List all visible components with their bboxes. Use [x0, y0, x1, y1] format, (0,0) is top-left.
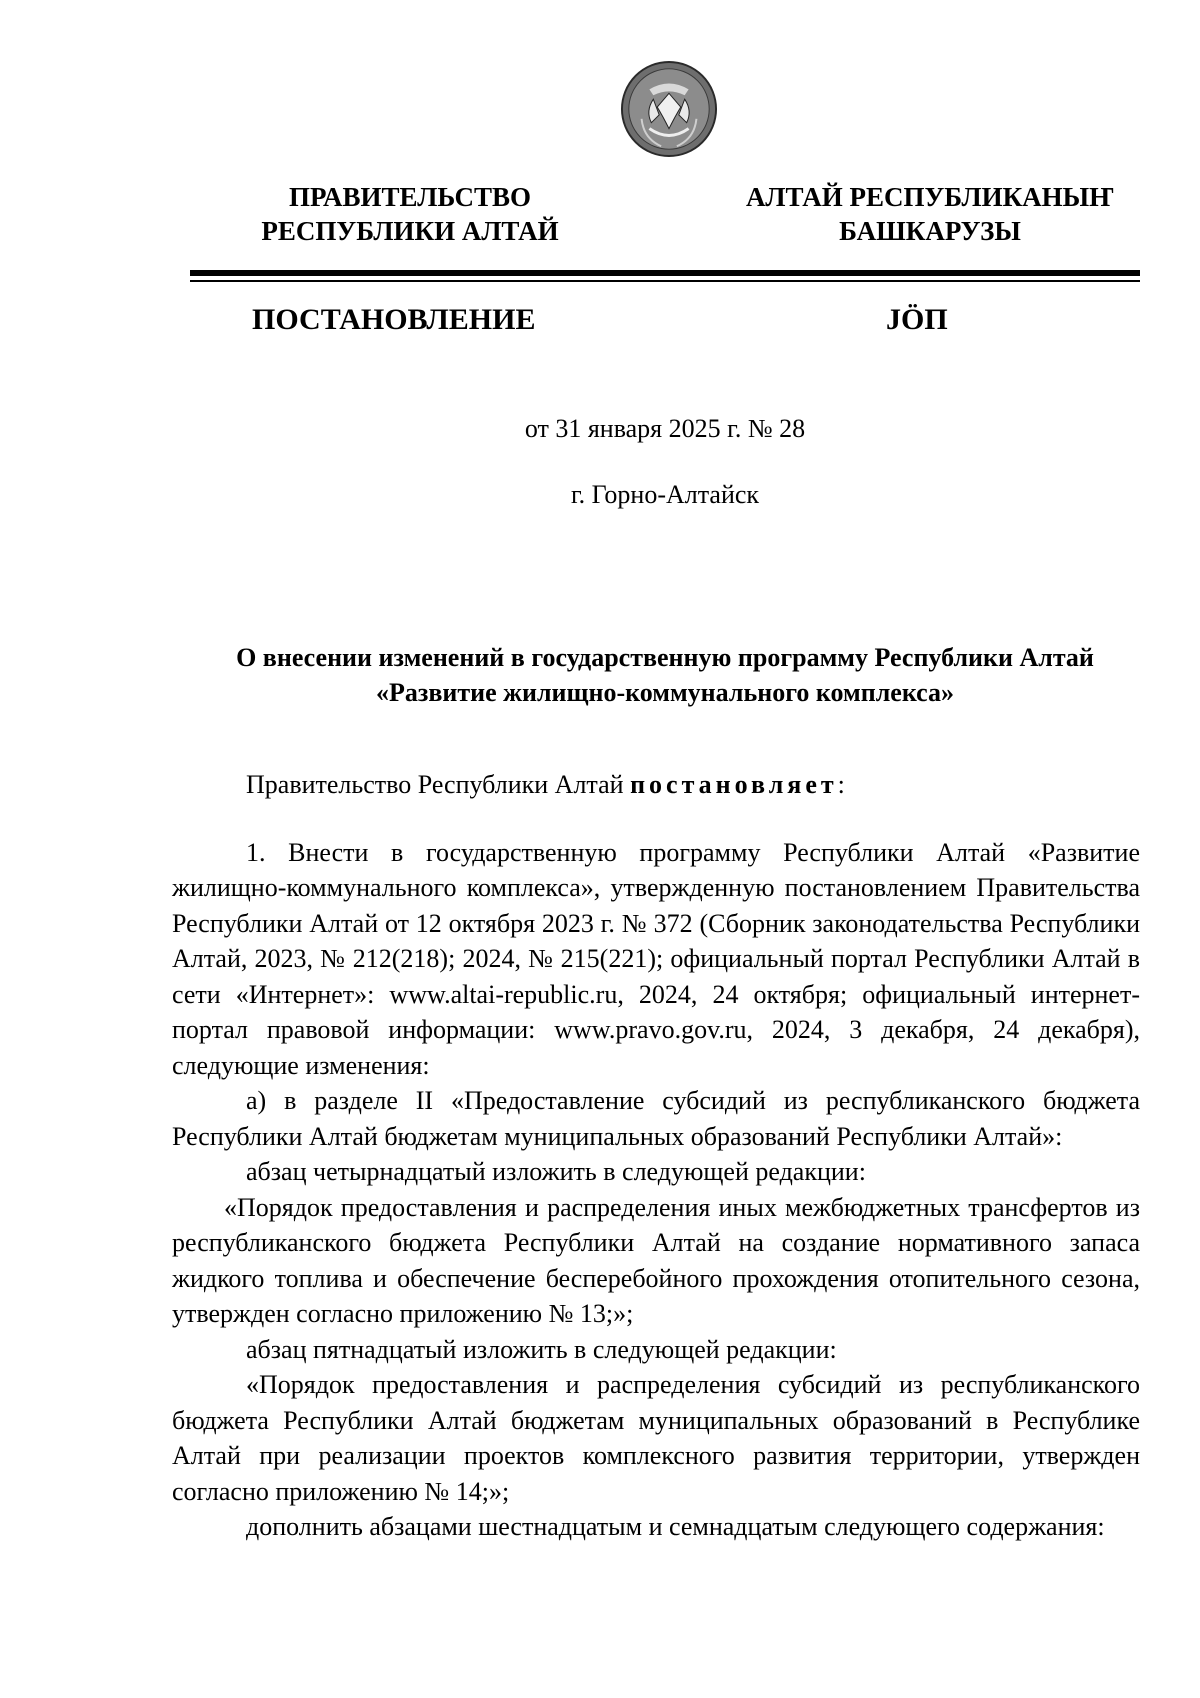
header-right — [720, 180, 1140, 248]
paragraph-1: 1. Внести в государственную программу Республики Алтай «Развитие жилищно-коммунального комплекса», утвержденную постановлением Правительства Республики Алтай от 12 октября 2023 г. № 372 (Сборник законодательства Республики Алтай, 2023, № 212(218); 2024, № 215(221); официальный портал Республики Алтай в сети «Интернет»: www.altai-republic.ru, 2024, 24 октября; официальный интернет-портал правовой информации: www.pravo.gov.ru, 2024, 3 декабря, 24 декабря), следующие изменения: — [172, 837, 1140, 1080]
paragraph-3: абзац четырнадцатый изложить в следующей редакции: — [246, 1157, 866, 1186]
document-body — [172, 767, 1140, 1545]
header-left-line1: ПРАВИТЕЛЬСТВО — [288, 182, 532, 212]
header-divider-thin — [190, 280, 1140, 282]
preamble-paragraph — [172, 767, 1140, 803]
doc-type-left: ПОСТАНОВЛЕНИЕ — [252, 303, 536, 336]
document-date-number: от 31 января 2025 г. № 28 — [524, 414, 806, 443]
document-city: г. Горно-Алтайск — [570, 480, 760, 509]
header-right-line2: БАШКАРУЗЫ — [839, 216, 1021, 246]
preamble-emphasis: постановляет — [630, 770, 838, 799]
paragraph-4: «Порядок предоставления и распределения иных межбюджетных трансфертов из республиканского бюджета Республики Алтай на создание нормативного запаса жидкого топлива и обеспечение бесперебойного прохождения отопительного сезона, утвержден согласно приложению № 13;»; — [172, 1192, 1140, 1328]
paragraph-6: «Порядок предоставления и распределения субсидий из республиканского бюджета Республики Алтай бюджетам муниципальных образований в Республике Алтай при реализации проектов комплексного развития территории, утвержден согласно приложению № 14;»; — [172, 1370, 1140, 1506]
paragraph-5: абзац пятнадцатый изложить в следующей редакции: — [246, 1334, 837, 1364]
document-title — [190, 640, 1140, 710]
header-left-line2: РЕСПУБЛИКИ АЛТАЙ — [261, 216, 559, 246]
paragraph-2: а) в разделе II «Предоставление субсидий из республиканского бюджета Республики Алтай бюджетам муниципальных образований Республики Алтай»: — [172, 1086, 1140, 1151]
coat-of-arms-emblem — [620, 60, 718, 158]
title-line-1: О внесении изменений в государственную программу Республики Алтай — [236, 643, 1094, 672]
paragraph-7: дополнить абзацами шестнадцатым и семнадцатым следующего содержания: — [246, 1512, 1105, 1541]
preamble-end: : — [837, 770, 845, 799]
title-line-2: «Развитие жилищно-коммунального комплекса» — [375, 678, 955, 707]
header-right-line1: АЛТАЙ РЕСПУБЛИКАНЫҤ — [745, 182, 1115, 212]
preamble-text: Правительство Республики Алтай — [246, 770, 631, 799]
header-left — [200, 180, 620, 248]
doc-type-right: JÖП — [886, 303, 948, 336]
header-divider-thick — [190, 270, 1140, 276]
